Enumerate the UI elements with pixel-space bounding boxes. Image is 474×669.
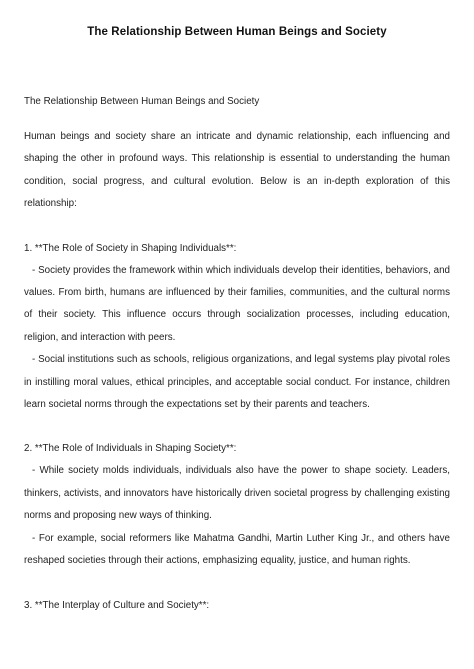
spacer [24,573,450,595]
section-2-bullet-1: - While society molds individuals, individuals also have the power to shape society. Leaders, thinkers, activists, and innovators have historically driven societal progress by challenging existing norms and proposing new ways of thinking. [24,465,450,522]
section-heading-1: 1. **The Role of Society in Shaping Individuals**: [24,242,237,254]
spacer [24,416,450,438]
spacer [24,216,450,238]
section-1-bullet-1: - Society provides the framework within which individuals develop their identities, behaviors, and values. From birth, humans are influenced by their families, communities, and the cultural norms of their society. This influence occurs through socialization processes, including education, religion, and interaction with peers. [24,264,450,343]
section-2-bullet-2: - For example, social reformers like Mahatma Gandhi, Martin Luther King Jr., and others have reshaped societies through their actions, emphasizing equality, justice, and human rights. [24,532,450,567]
document-body [24,92,450,617]
section-1-bullet-2: - Social institutions such as schools, religious organizations, and legal systems play pivotal roles in instilling moral values, ethical principles, and acceptable social conduct. For instance, children learn societal norms through the expectations set by their parents and teachers. [24,354,450,411]
document-title: The Relationship Between Human Beings and Society [87,26,387,38]
section-heading-2: 2. **The Role of Individuals in Shaping Society**: [24,443,237,455]
intro-paragraph: Human beings and society share an intricate and dynamic relationship, each influencing and shaping the other in profound ways. This relationship is essential to understanding the human condition, social progress, and cultural evolution. Below is an in-depth exploration of this relationship: [24,131,450,210]
section-heading-3: 3. **The Interplay of Culture and Society**: [24,599,210,611]
document-subtitle: The Relationship Between Human Beings and Society [24,96,260,107]
